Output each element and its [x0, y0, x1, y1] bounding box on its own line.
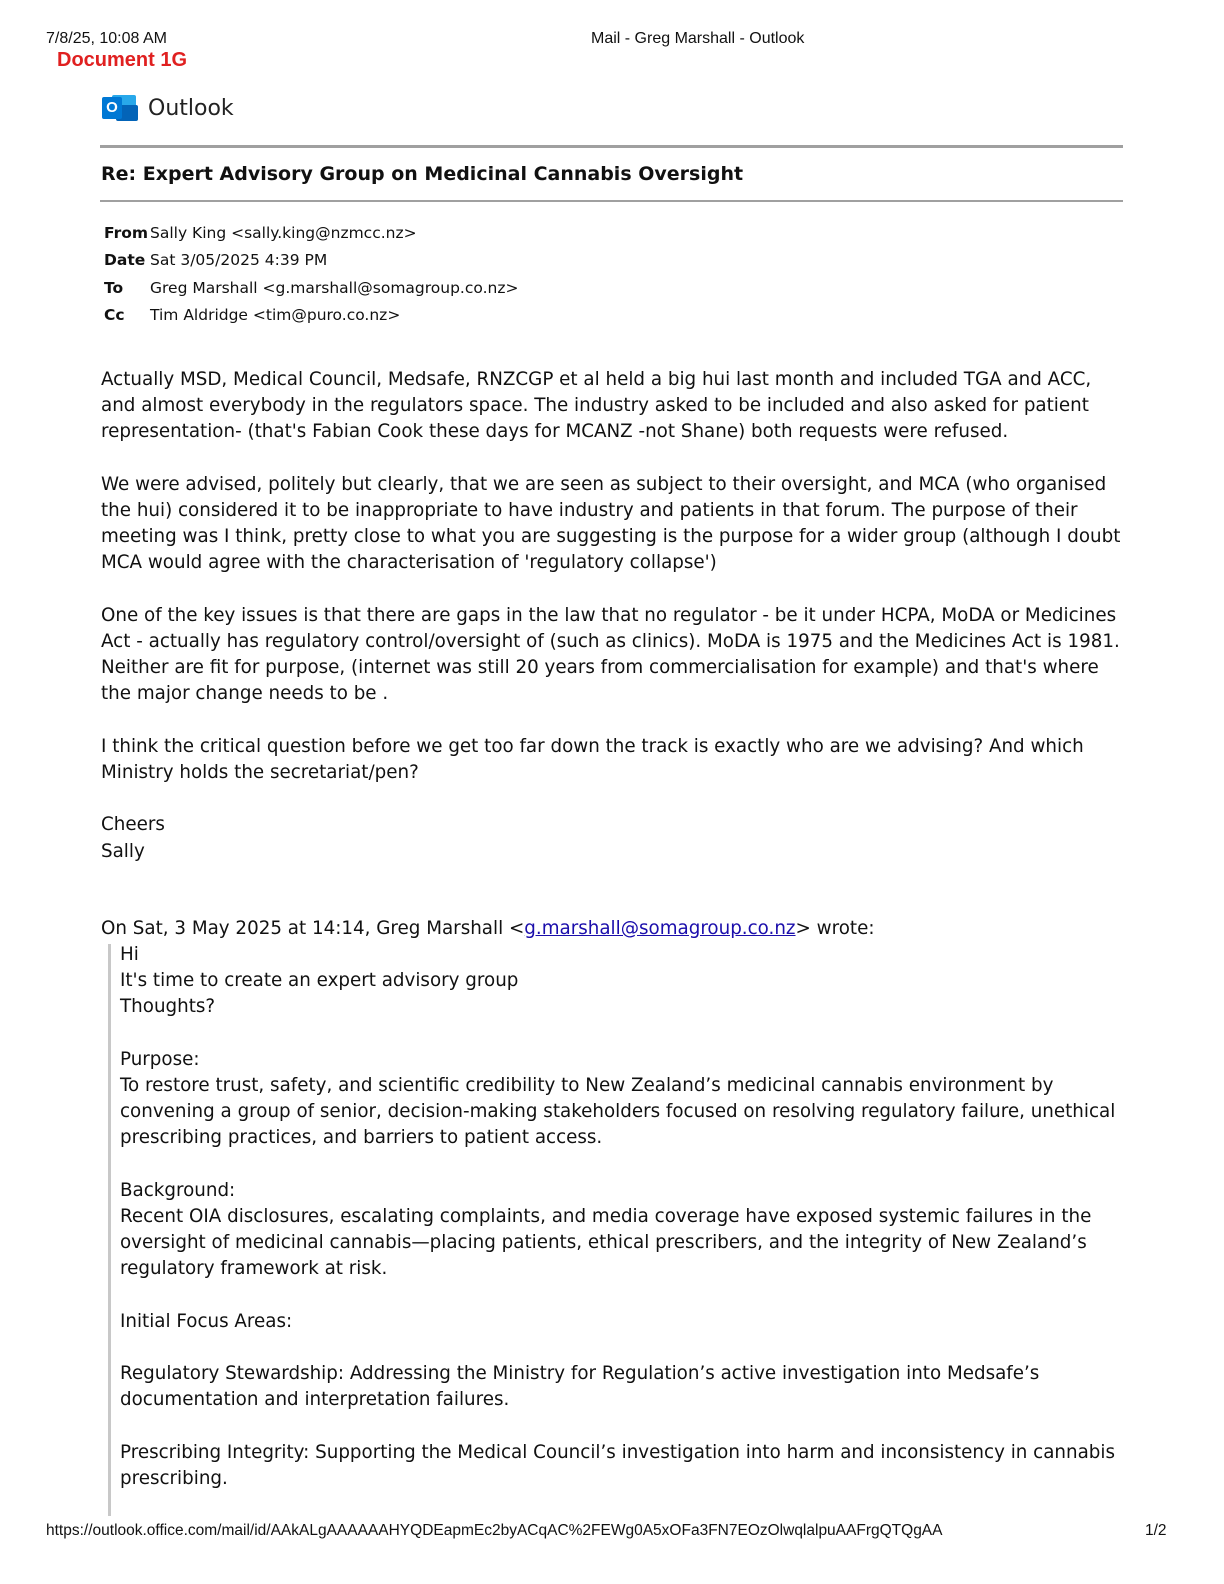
focus-item-1: Regulatory Stewardship: Addressing the Ministry for Regulation’s active investigation into Medsafe’s documentation and interpretation failures. — [120, 1363, 1040, 1411]
to-label: To — [104, 278, 124, 297]
outlook-brand — [102, 92, 234, 124]
date-value: Sat 3/05/2025 4:39 PM — [150, 251, 328, 270]
body-paragraph-2: We were advised, politely but clearly, that we are seen as subject to their oversight, and MCA (who organised the hui) considered it to be inappropriate to have industry and patients in that forum. The purpose of their meeting was I think, pretty close to what you are suggesting is the purpose for a wider group (although I doubt MCA would agree with the characterisation of 'regulatory collapse') — [101, 473, 1121, 574]
signoff: Cheers — [101, 814, 165, 836]
cc-label: Cc — [104, 306, 125, 325]
purpose-text: To restore trust, safety, and scientific credibility to New Zealand’s medicinal cannabis environment by convening a group of senior, decision-making stakeholders focused on resolving regulatory failure, unethical prescribing practices, and barriers to patient access. — [120, 1075, 1116, 1149]
signature: Sally — [101, 840, 145, 862]
subject-divider — [100, 200, 1123, 202]
cc-row — [104, 302, 518, 330]
body-paragraph-4: I think the critical question before we get too far down the track is exactly who are we advising? And which Ministry holds the secretariat/pen? — [101, 735, 1084, 783]
from-value: Sally King <sally.king@nzmcc.nz> — [150, 223, 417, 242]
email-subject: Re: Expert Advisory Group on Medicinal Cannabis Oversight — [101, 163, 744, 185]
cc-value: Tim Aldridge <tim@puro.co.nz> — [150, 306, 401, 325]
from-row — [104, 219, 518, 247]
focus-label: Initial Focus Areas: — [120, 1310, 293, 1332]
outlook-icon — [102, 93, 138, 123]
quoted-line-2: It's time to create an expert advisory group — [120, 970, 519, 992]
date-row — [104, 247, 518, 275]
body-paragraph-1: Actually MSD, Medical Council, Medsafe, RNZCGP et al held a big hui last month and included TGA and ACC, and almost everybody in the regulators space. The industry asked to be included and also asked for patient representation- (that's Fabian Cook these days for MCANZ -not Shane) both requests were refused. — [101, 369, 1092, 443]
purpose-label: Purpose: — [120, 1048, 200, 1070]
date-label: Date — [104, 251, 146, 270]
print-date: 7/8/25, 10:08 AM — [46, 30, 167, 47]
outlook-logo-letter: O — [102, 97, 122, 119]
document-label: Document 1G — [57, 49, 188, 71]
background-label: Background: — [120, 1179, 236, 1201]
body-paragraph-3: One of the key issues is that there are gaps in the law that no regulator - be it under HCPA, MoDA or Medicines Act - actually has regulatory control/oversight of (such as clinics). MoDA is 1975 and the Medicines Act is 1981. Neither are fit for purpose, (internet was still 20 years from commercialisation for example) and that's where the major change needs to be . — [101, 604, 1120, 705]
quoted-header-suffix: > wrote: — [795, 918, 875, 939]
background-text: Recent OIA disclosures, escalating complaints, and media coverage have exposed systemic failures in the oversight of medicinal cannabis—placing patients, ethical prescribers, and the integrity of New Zealand’s regulatory framework at risk. — [120, 1206, 1092, 1280]
brand-name: Outlook — [148, 95, 234, 121]
to-value: Greg Marshall <g.marshall@somagroup.co.nz> — [150, 278, 519, 297]
quoted-line-1: Hi — [120, 944, 139, 965]
to-row — [104, 274, 518, 302]
print-footer-url: https://outlook.office.com/mail/id/AAkALgAAAAAAHYQDEapmEc2byACqAC%2FEWg0A5xOFa3FN7EOzOlwqlalpuAAFrgQTQgAA — [46, 1522, 943, 1539]
print-page-number: 1/2 — [1145, 1522, 1167, 1539]
focus-item-2: Prescribing Integrity: Supporting the Medical Council’s investigation into harm and inconsistency in cannabis prescribing. — [120, 1441, 1116, 1489]
email-body — [101, 367, 1126, 865]
print-page-title: Mail - Greg Marshall - Outlook — [591, 30, 805, 47]
from-label: From — [104, 223, 149, 242]
header-divider — [100, 145, 1123, 148]
quoted-line-3: Thoughts? — [120, 996, 216, 1018]
sender-email-link[interactable]: g.marshall@somagroup.co.nz — [524, 918, 796, 939]
quote-bar — [108, 944, 111, 1516]
quoted-message — [120, 942, 1126, 1518]
quoted-header-prefix: On Sat, 3 May 2025 at 14:14, Greg Marshall < — [101, 918, 525, 939]
quoted-header — [101, 916, 875, 942]
email-meta — [104, 219, 518, 329]
